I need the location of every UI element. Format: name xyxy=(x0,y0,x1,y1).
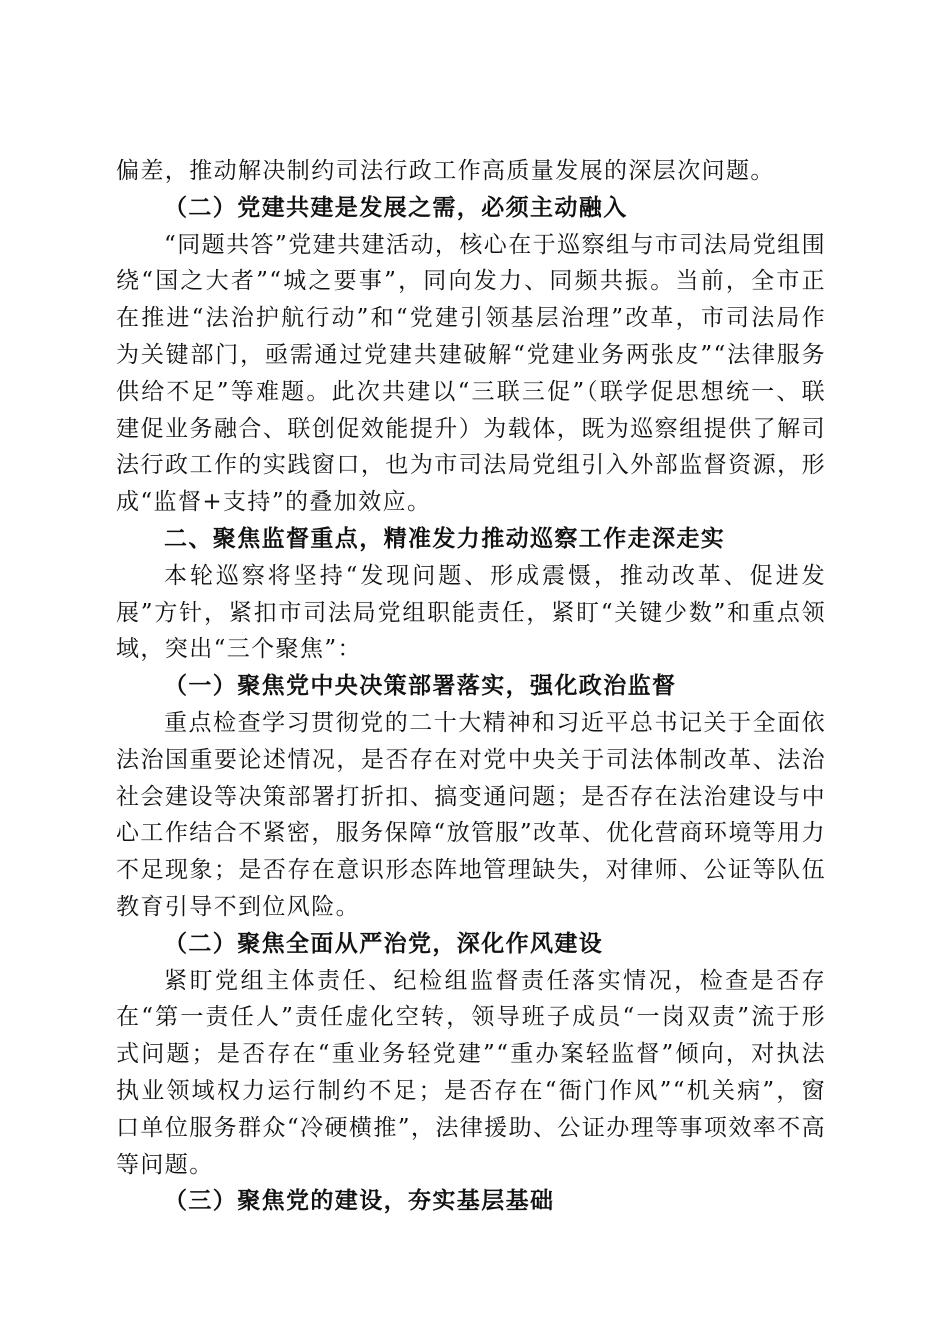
subsection-heading: （二）聚焦全面从严治党，深化作风建设 xyxy=(164,929,604,957)
document-body xyxy=(116,153,826,1220)
paragraph-continuation: 偏差，推动解决制约司法行政工作高质量发展的深层次问题。 xyxy=(116,158,775,184)
subsection-heading: （三）聚焦党的建设，夯实基层基础 xyxy=(164,1187,555,1215)
body-paragraph: 本轮巡察将坚持“发现问题、形成震慑，推动改革、促进发展”方针，紧扣市司法局党组职能责任，紧盯“关键少数”和重点领域，突出“三个聚焦”： xyxy=(116,562,826,663)
section-heading: 二、聚焦监督重点，精准发力推动巡察工作走深走实 xyxy=(164,525,726,552)
body-paragraph: “同题共答”党建共建活动，核心在于巡察组与市司法局党组围绕“国之大者”“城之要事”，同向发力、同频共振。当前，全市正在推进“法治护航行动”和“党建引领基层治理”改革，市司法局作为关键部门，亟需通过党建共建破解“党建业务两张皮”“法律服务供给不足”等难题。此次共建以“三联三促”（联学促思想统一、联建促业务融合、联创促效能提升）为载体，既为巡察组提供了解司法行政工作的实践窗口，也为市司法局党组引入外部监督资源，形成“监督+支持”的叠加效应。 xyxy=(116,231,826,516)
body-paragraph: 紧盯党组主体责任、纪检组监督责任落实情况，检查是否存在“第一责任人”责任虚化空转，领导班子成员“一岗双责”流于形式问题；是否存在“重业务轻党建”“重办案轻监督”倾向，对执法执业领域权力运行制约不足；是否存在“衙门作风”“机关病”，窗口单位服务群众“冷硬横推”，法律援助、公证办理等事项效率不高等问题。 xyxy=(116,967,826,1178)
body-paragraph: 重点检查学习贯彻党的二十大精神和习近平总书记关于全面依法治国重要论述情况，是否存在对党中央关于司法体制改革、法治社会建设等决策部署打折扣、搞变通问题；是否存在法治建设与中心工作结合不紧密，服务保障“放管服”改革、优化营商环境等用力不足现象；是否存在意识形态阵地管理缺失，对律师、公证等队伍教育引导不到位风险。 xyxy=(116,709,826,920)
subsection-heading: （二）党建共建是发展之需，必须主动融入 xyxy=(164,193,628,221)
subsection-heading: （一）聚焦党中央决策部署落实，强化政治监督 xyxy=(164,672,677,700)
